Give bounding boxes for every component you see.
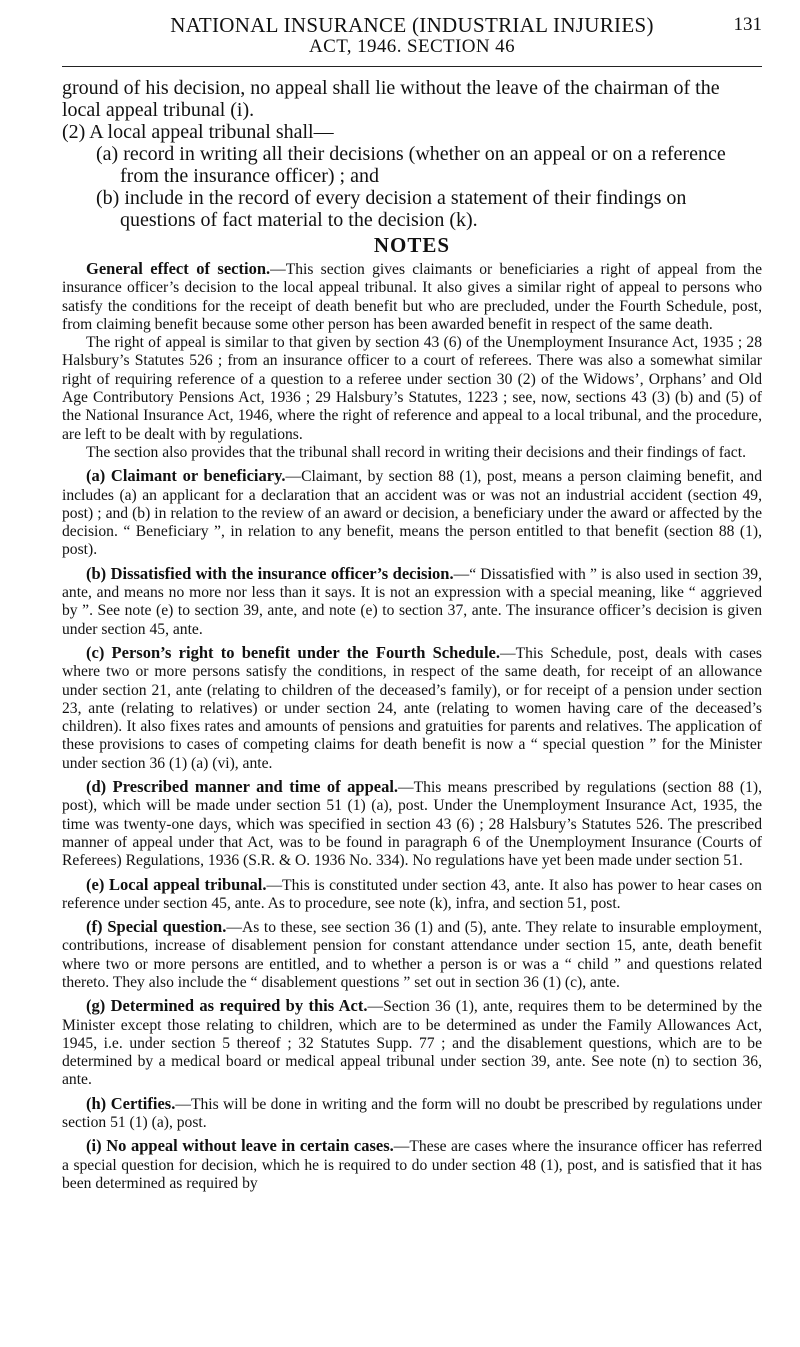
note-c <box>62 644 762 773</box>
note-text: —As to these, see section 36 (1) and (5), ante. They relate to insurable employment, contributions, increase of disablement pension for constant attendance under section 15, ante, death benefit where two or more persons are entitled, and to whether a person is or was a “ child ” and questions related thereto. They also include the “ disablement questions ” set out in section 36 (1) (c), ante. <box>62 919 762 991</box>
note-h <box>62 1095 762 1133</box>
header-text <box>102 14 722 58</box>
note-text: —These are cases where the insurance officer has referred a special question for decision, which he is required to do under section 48 (1), post, and is satisfied that it has been determined as required by <box>62 1138 762 1192</box>
note-a <box>62 467 762 559</box>
note-heading-general: General effect of section. <box>86 259 271 278</box>
note-i <box>62 1137 762 1193</box>
note-general-2: The right of appeal is similar to that given by section 43 (6) of the Unemployment Insurance Act, 1935 ; 28 Halsbury’s Statutes 526 ; from an insurance officer to a court of referees. There was also a somewhat similar right of requiring reference of a question to a referee under section 30 (2) of the Widows’, Orphans’ and Old Age Contributory Pensions Act, 1936 ; 29 Halsbury’s Statutes, 1223 ; see, now, sections 43 (3) (b) and (5) of the National Insurance Act, 1946, where the right of reference and appeal to a local tribunal, and the procedure, are left to be dealt with by regulations. <box>62 334 762 443</box>
note-e <box>62 876 762 914</box>
note-heading-c: (c) Person’s right to benefit under the Fourth Schedule. <box>86 642 500 662</box>
note-general-1 <box>62 260 762 334</box>
note-text: —Claimant, by section 88 (1), post, means a person claiming benefit, and includes (a) an applicant for a declaration that an accident was or was not an industrial accident (section 49, post) ; and (b) in relation to the review of an award or decision, a beneficiary under the award or affected by the decision. “ Beneficiary ”, in relation to any benefit, means the person entitled to that benefit (section 88 (1), post). <box>62 468 762 559</box>
note-heading-a: (a) Claimant or beneficiary. <box>86 466 286 486</box>
header-subtitle: ACT, 1946. SECTION 46 <box>309 36 515 57</box>
note-general-3: The section also provides that the tribunal shall record in writing their decisions and their findings of fact. <box>86 443 746 461</box>
statute-text <box>62 77 762 231</box>
statute-continuation: ground of his decision, no appeal shall lie without the leave of the chairman of the local appeal tribunal (i). <box>62 77 720 121</box>
paragraph-a: (a) record in writing all their decisions (whether on an appeal or on a reference from the insurance officer) ; and <box>96 143 726 187</box>
note-heading-f: (f) Special question. <box>86 917 227 937</box>
note-heading-g: (g) Determined as required by this Act. <box>86 996 368 1016</box>
subsection-2: (2) A local appeal tribunal shall— <box>62 121 334 143</box>
note-text: —“ Dissatisfied with ” is also used in section 39, ante, and means no more nor less than it says. It is not an expression with a special meaning, like “ aggrieved by ”. See note (e) to section 39, ante, and note (e) to section 37, ante. The insurance officer’s decision is given under section 45, ante. <box>62 565 762 638</box>
header-rule <box>62 66 762 67</box>
note-text: —This means prescribed by regulations (section 88 (1), post), which will be made under section 51 (1) (a), post. Under the Unemployment Insurance Act, 1935, the time was twenty-one days, which was specified in section 43 (6) ; 28 Halsbury’s Statutes 526. The prescribed manner of appeal under that Act, was to be found in paragraph 6 of the Unemployment Insurance (Courts of Referees) Regulations, 1936 (S.R. & O. 1936 No. 334). No regulations have yet been made under section 51. <box>62 779 762 870</box>
note-f <box>62 918 762 992</box>
paragraph-b: (b) include in the record of every decision a statement of their findings on questions of fact material to the decision (k). <box>96 187 687 231</box>
note-d <box>62 778 762 870</box>
notes-heading: NOTES <box>373 233 451 257</box>
note-g <box>62 997 762 1089</box>
running-header <box>62 14 762 58</box>
note-heading-b: (b) Dissatisfied with the insurance officer’s decision. <box>86 563 454 583</box>
note-text: —This section gives claimants or beneficiaries a right of appeal from the insurance officer’s decision to the local appeal tribunal. It also gives a similar right of appeal to persons who satisfy the conditions for the receipt of death benefit but who are precluded, under the Fourth Schedule, post, from claiming benefit because some other person has been awarded benefit in respect of the same death. <box>62 261 762 333</box>
note-text: —Section 36 (1), ante, requires them to be determined by the Minister except those relating to children, which are to be determined as under the Family Allowances Act, 1945, i.e. under section 5 thereof ; 32 Statutes Supp. 77 ; and the disablement questions, which are to be determined by a medical board or medical appeal tribunal under section 39, ante. See note (n) to section 36, ante. <box>62 998 762 1089</box>
header-title: NATIONAL INSURANCE (INDUSTRIAL INJURIES) <box>170 13 654 37</box>
note-text: —This is constituted under section 43, ante. It also has power to hear cases on reference under section 45, ante. As to procedure, see note (k), infra, and section 51, post. <box>62 876 762 912</box>
note-text: —This will be done in writing and the form will no doubt be prescribed by regulations under section 51 (1) (a), post. <box>62 1095 763 1132</box>
note-heading-d: (d) Prescribed manner and time of appeal. <box>86 777 399 797</box>
note-heading-h: (h) Certifies. <box>86 1093 176 1113</box>
note-b <box>62 565 762 639</box>
note-text: —This Schedule, post, deals with cases where two or more persons satisfy the conditions, in respect of the same death, for receipt of an allowance under section 21, ante (relating to children of the deceased’s family), or for receipt of a pension under section 23, ante (relating to relatives) or under section 24, ante (relating to women having care of the deceased’s children). It also fixes rates and amounts of pensions and gratuities for parents and relatives. The application of these provisions to cases of competing claims for death benefit is now a “ special question ” for the Minister under section 36 (1) (a) (vi), ante. <box>62 644 762 772</box>
note-heading-i: (i) No appeal without leave in certain cases. <box>86 1136 394 1156</box>
page-number: 131 <box>733 14 762 35</box>
notes-section <box>62 260 762 1193</box>
note-heading-e: (e) Local appeal tribunal. <box>86 874 267 894</box>
